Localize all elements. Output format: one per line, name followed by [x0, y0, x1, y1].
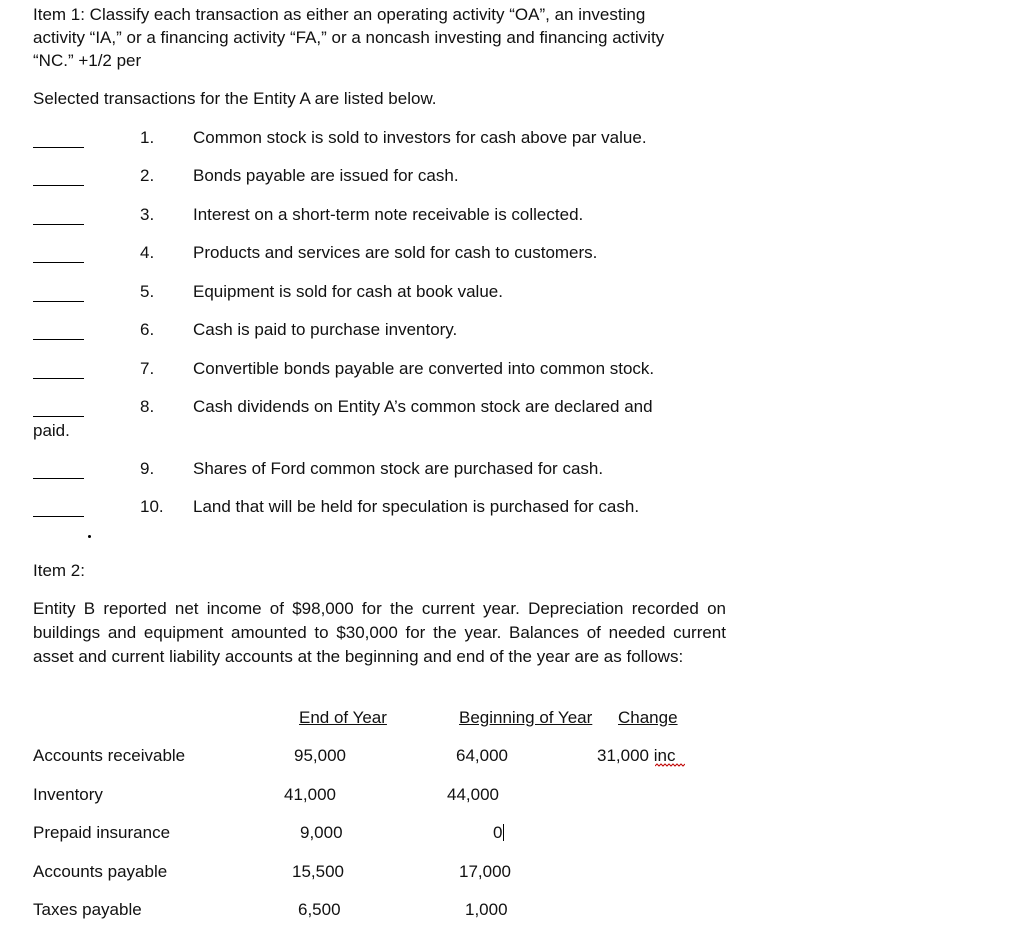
transaction-text: Products and services are sold for cash to customers.	[193, 243, 598, 262]
transaction-text: Shares of Ford common stock are purchased for cash.	[193, 459, 604, 478]
account-name: Inventory	[33, 785, 103, 804]
transaction-number: 7.	[140, 359, 155, 378]
beginning-balance: 44,000	[447, 785, 499, 804]
item2-heading: Item 2:	[33, 561, 85, 580]
stray-dot	[88, 535, 91, 538]
item1-heading-line-2: activity “IA,” or a financing activity “FA,” or a noncash investing and financing activity	[33, 28, 665, 47]
text-cursor	[503, 824, 504, 841]
item1-intro: Selected transactions for the Entity A are listed below.	[33, 89, 437, 108]
transaction-text: Land that will be held for speculation is purchased for cash.	[193, 497, 640, 516]
answer-blank-3[interactable]	[33, 224, 84, 225]
answer-blank-4[interactable]	[33, 262, 84, 263]
transaction-number: 4.	[140, 243, 155, 262]
end-balance: 15,500	[292, 862, 344, 881]
transaction-text: Bonds payable are issued for cash.	[193, 166, 459, 185]
beginning-balance-cell	[493, 823, 504, 843]
account-name: Prepaid insurance	[33, 823, 171, 842]
transaction-wrap-text: paid.	[33, 421, 70, 440]
transaction-number: 5.	[140, 282, 155, 301]
answer-blank-10[interactable]	[33, 516, 84, 517]
transaction-number: 1.	[140, 128, 155, 147]
transaction-text: Convertible bonds payable are converted into common stock.	[193, 359, 655, 378]
beginning-balance: 0	[493, 823, 503, 842]
transaction-number: 6.	[140, 320, 155, 339]
item1-heading-line-3: “NC.” +1/2 per	[33, 51, 142, 70]
item1-heading-line-1: Item 1: Classify each transaction as either an operating activity “OA”, an investing	[33, 5, 646, 24]
answer-blank-8[interactable]	[33, 416, 84, 417]
answer-blank-2[interactable]	[33, 185, 84, 186]
end-balance: 41,000	[284, 785, 336, 804]
beginning-balance: 17,000	[459, 862, 511, 881]
transaction-text: Equipment is sold for cash at book value.	[193, 282, 503, 301]
answer-blank-1[interactable]	[33, 147, 84, 148]
account-name: Taxes payable	[33, 900, 142, 919]
end-balance: 9,000	[300, 823, 343, 842]
answer-blank-9[interactable]	[33, 478, 84, 479]
transaction-text: Common stock is sold to investors for cash above par value.	[193, 128, 647, 147]
answer-blank-7[interactable]	[33, 378, 84, 379]
transaction-number: 9.	[140, 459, 155, 478]
account-name: Accounts payable	[33, 862, 168, 881]
answer-blank-5[interactable]	[33, 301, 84, 302]
transaction-number: 10.	[140, 497, 164, 516]
end-balance: 6,500	[298, 900, 341, 919]
end-balance: 95,000	[294, 746, 346, 765]
transaction-number: 2.	[140, 166, 155, 185]
transaction-text: Cash is paid to purchase inventory.	[193, 320, 458, 339]
transaction-text: Interest on a short-term note receivable is collected.	[193, 205, 584, 224]
beginning-balance: 1,000	[465, 900, 508, 919]
answer-blank-6[interactable]	[33, 339, 84, 340]
transaction-text: Cash dividends on Entity A’s common stock are declared and	[193, 397, 653, 416]
item2-paragraph: Entity B reported net income of $98,000 for the current year. Depreciation recorded on buildings and equipment amounted to $30,000 for the year. Balances of needed current asset and current liability accounts at the beginning and end of the year are as follows:	[33, 599, 726, 666]
header-end-of-year: End of Year	[299, 708, 387, 727]
beginning-balance: 64,000	[456, 746, 508, 765]
header-beginning-of-year: Beginning of Year	[459, 708, 593, 727]
transaction-number: 8.	[140, 397, 155, 416]
spellcheck-underline-icon	[655, 763, 685, 767]
account-name: Accounts receivable	[33, 746, 186, 765]
header-change: Change	[618, 708, 678, 727]
transaction-number: 3.	[140, 205, 155, 224]
change-value[interactable]: 31,000 inc	[597, 746, 676, 765]
